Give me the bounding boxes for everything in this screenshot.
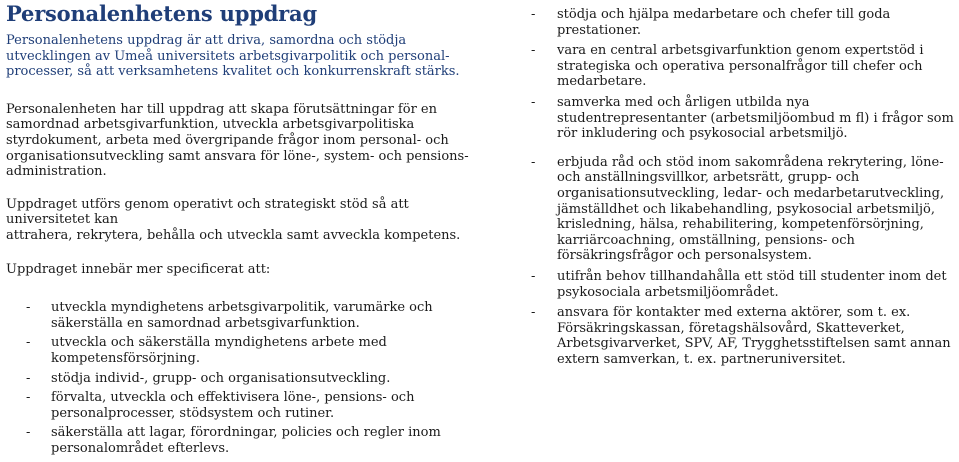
list-item: - stödja och hjälpa medarbetare och chefer till goda prestationer. — [531, 7, 891, 38]
left-task-list — [6, 300, 476, 456]
list-item: - utifrån behov tillhandahålla ett stöd till studenter inom det psykosociala arbetsmiljöområdet. — [531, 268, 947, 300]
bullet-dash: - — [26, 370, 31, 386]
bullet-dash: - — [26, 300, 31, 316]
bullet-dash: - — [531, 305, 536, 321]
list-item: - säkerställa att lagar, förordningar, policies och regler inom personalområdet efterlevs. — [26, 425, 441, 456]
support-paragraph-line1: Uppdraget utförs genom operativt och strategiskt stöd så att universitetet kan — [6, 196, 409, 228]
page-title: Personalenhetens uppdrag — [6, 1, 317, 26]
list-item: - erbjuda råd och stöd inom sakområdena rekrytering, löne- och anställningsvillkor, arbetsrätt, grupp- och organisationsutveckling, ledar- och medarbetarutveckling, jämställdhet och likabehandling, psykosocial arbetsmiljö, krisledning, hälsa, rehabilitering, kompetenförsörjning, karriärcoachning, omställning, pensions- och försäkringsfrågor och personalsystem. — [531, 154, 945, 264]
bullet-dash: - — [26, 335, 31, 351]
list-item: - utveckla myndighetens arbetsgivarpolitik, varumärke och säkerställa en samordnad arbetsgivarfunktion. — [26, 300, 433, 331]
bullet-dash: - — [531, 43, 536, 59]
list-item: - vara en central arbetsgivarfunktion genom expertstöd i strategiska och operativa personalfrågor till chefer och medarbetare. — [531, 43, 924, 90]
right-column — [531, 0, 956, 372]
bullet-dash: - — [531, 268, 536, 284]
support-paragraph — [6, 197, 476, 244]
list-item: - förvalta, utveckla och effektivisera löne-, pensions- och personalprocesser, stödsystem och rutiner. — [26, 390, 415, 421]
list-item: - utveckla och säkerställa myndighetens arbete med kompetensförsörjning. — [26, 335, 387, 366]
bullet-dash: - — [26, 390, 31, 406]
bullet-dash: - — [26, 425, 31, 441]
left-column — [6, 0, 476, 460]
list-item: - stödja individ-, grupp- och organisationsutveckling. — [26, 370, 391, 386]
intro-paragraph: Personalenhetens uppdrag är att driva, samordna och stödja utvecklingen av Umeå universitets arbetsgivarpolitik och personal-processer, så att verksamhetens kvalitet och konkurrenskraft stärks. — [6, 33, 460, 80]
bullet-dash: - — [531, 154, 536, 170]
list-item: - samverka med och årligen utbilda nya studentrepresentanter (arbetsmiljöombud m fl) i frågor som rör inkludering och psykosocial arbetsmiljö. — [531, 94, 954, 142]
support-paragraph-line2: attrahera, rekrytera, behålla och utveckla samt avveckla kompetens. — [6, 227, 461, 243]
specification-intro: Uppdraget innebär mer specificerat att: — [6, 261, 271, 277]
bullet-dash: - — [531, 7, 536, 22]
mission-paragraph: Personalenheten har till uppdrag att skapa förutsättningar för en samordnad arbetsgivarfunktion, utveckla arbetsgivarpolitiska styrdokument, arbeta med övergripande frågor inom personal- och organisationsutveckling samt ansvara för löne-, system- och pensions-administration. — [6, 101, 469, 180]
bullet-dash: - — [531, 94, 536, 110]
right-task-list — [531, 7, 956, 367]
list-item: - ansvara för kontakter med externa aktörer, som t. ex. Försäkringskassan, företagshälsovård, Skatteverket, Arbetsgivarverket, SPV, AF, Trygghetsstiftelsen samt annan extern samverkan, t. ex. partneruniversitet. — [531, 305, 951, 367]
